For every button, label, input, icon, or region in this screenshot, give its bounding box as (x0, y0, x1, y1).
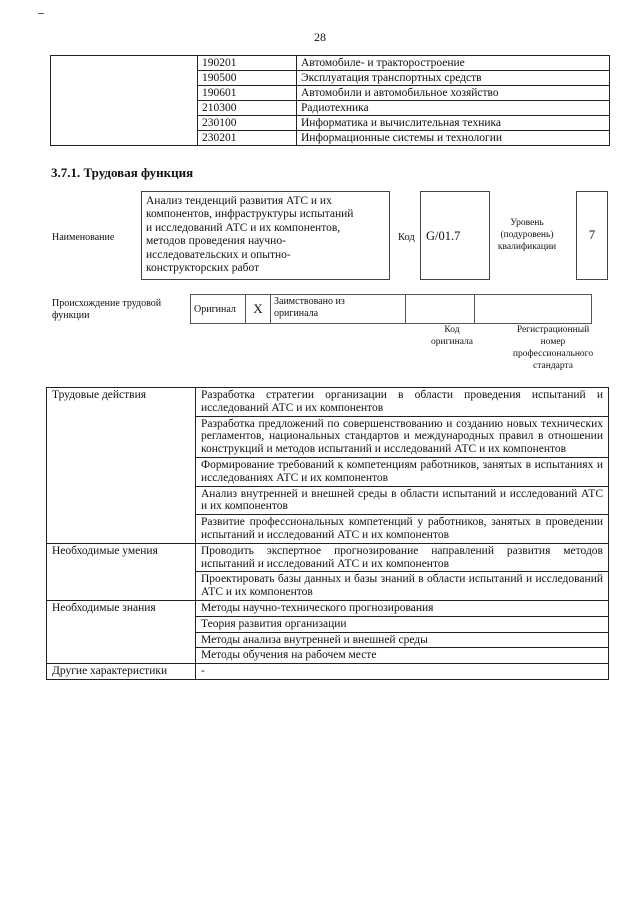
name-label: Наименование (52, 232, 115, 243)
labor-action-item: Формирование требований к компетенциям работников, занятых в испытаниях и исследованиях АТС и их компонентов (196, 457, 609, 486)
reg-number-cell (475, 295, 592, 324)
function-name-line: методов проведения научно- (146, 235, 286, 248)
labor-actions-header: Трудовые действия (47, 388, 196, 544)
specialty-name: Автомобиле- и тракторостроение (297, 56, 610, 71)
level-label-line: Уровень (510, 218, 544, 228)
origin-label-line: Происхождение трудовой (52, 298, 162, 309)
table-row (47, 543, 609, 572)
function-name-line: конструкторских работ (146, 262, 260, 275)
caption-line: стандарта (533, 361, 573, 371)
empty-cell (51, 56, 198, 146)
other-value: - (196, 664, 609, 680)
table-row (47, 600, 609, 616)
labor-action-item: Развитие профессиональных компетенций у работников, занятых в проведении испытаний и исследований АТС и их компонентов (196, 515, 609, 544)
specialty-name: Автомобили и автомобильное хозяйство (297, 86, 610, 101)
specialty-code: 190201 (198, 56, 297, 71)
origin-label-line: функции (52, 310, 90, 321)
table-row (191, 295, 592, 324)
function-name-line: компонентов, инфраструктуры испытаний (146, 208, 354, 221)
skill-item: Проектировать базы данных и базы знаний в области испытаний и исследований АТС и их компонентов (196, 572, 609, 601)
borrowed-line: оригинала (274, 308, 319, 319)
caption-line: Регистрационный (516, 325, 590, 335)
other-header: Другие характеристики (47, 664, 196, 680)
table-row (47, 388, 609, 417)
labor-action-item: Разработка предложений по совершенствованию и созданию новых технических регламентов, национальных стандартов и международных правил в отношении конструкций и методов испытаний и исследований АТС и их компонентов (196, 416, 609, 457)
borrowed-label (271, 295, 406, 324)
original-label: Оригинал (191, 295, 246, 324)
caption-line: профессионального (512, 349, 594, 359)
code-label: Код (398, 232, 415, 243)
specialty-name: Радиотехника (297, 101, 610, 116)
specialty-code: 190500 (198, 71, 297, 86)
skill-item: Проводить экспертное прогнозирование направлений развития методов испытаний и исследований АТС и их компонентов (196, 543, 609, 572)
level-label-line: (подуровень) (500, 230, 554, 240)
scan-mark (38, 13, 44, 14)
labor-action-item: Разработка стратегии организации в области проведения испытаний и исследований АТС и их компонентов (196, 388, 609, 417)
specialty-code: 230201 (198, 131, 297, 146)
knowledge-item: Методы научно-технического прогнозирования (196, 600, 609, 616)
qualification-level-value: 7 (576, 191, 608, 280)
function-code: G/01.7 (420, 191, 490, 280)
specialty-name: Эксплуатация транспортных средств (297, 71, 610, 86)
table-row (47, 664, 609, 680)
reg-number-caption (498, 324, 608, 372)
qualification-level-label (494, 217, 560, 253)
knowledge-item: Теория развития организации (196, 616, 609, 632)
specialty-codes-table (50, 55, 610, 146)
caption-line: номер (540, 337, 566, 347)
function-name-line: и исследований АТС и их компонентов, (146, 221, 341, 234)
specialty-code: 210300 (198, 101, 297, 116)
section-title: 3.7.1. Трудовая функция (51, 165, 194, 180)
specialty-code: 230100 (198, 116, 297, 131)
specialty-name: Информатика и вычислительная техника (297, 116, 610, 131)
labor-action-item: Анализ внутренней и внешней среды в области испытаний и исследований АТС и их компонентов (196, 486, 609, 515)
original-code-cell (406, 295, 475, 324)
function-name-line: исследовательских и опытно- (146, 248, 291, 261)
knowledge-item: Методы обучения на рабочем месте (196, 648, 609, 664)
knowledge-header: Необходимые знания (47, 600, 196, 663)
caption-line: Код (444, 325, 460, 335)
borrowed-line: Заимствовано из (274, 296, 345, 307)
skills-header: Необходимые умения (47, 543, 196, 600)
caption-line: оригинала (431, 337, 473, 347)
origin-table (190, 294, 592, 324)
level-label-line: квалификации (497, 242, 557, 252)
origin-label (52, 298, 184, 322)
labor-function-table (46, 387, 609, 680)
function-name-line: Анализ тенденций развития АТС и их (146, 195, 332, 207)
original-mark: X (246, 295, 271, 324)
code-original-caption (420, 324, 484, 348)
knowledge-item: Методы анализа внутренней и внешней среды (196, 632, 609, 648)
specialty-code: 190601 (198, 86, 297, 101)
table-row (51, 56, 610, 71)
function-name-box (141, 191, 390, 280)
page-number: 28 (314, 30, 326, 44)
specialty-name: Информационные системы и технологии (297, 131, 610, 146)
